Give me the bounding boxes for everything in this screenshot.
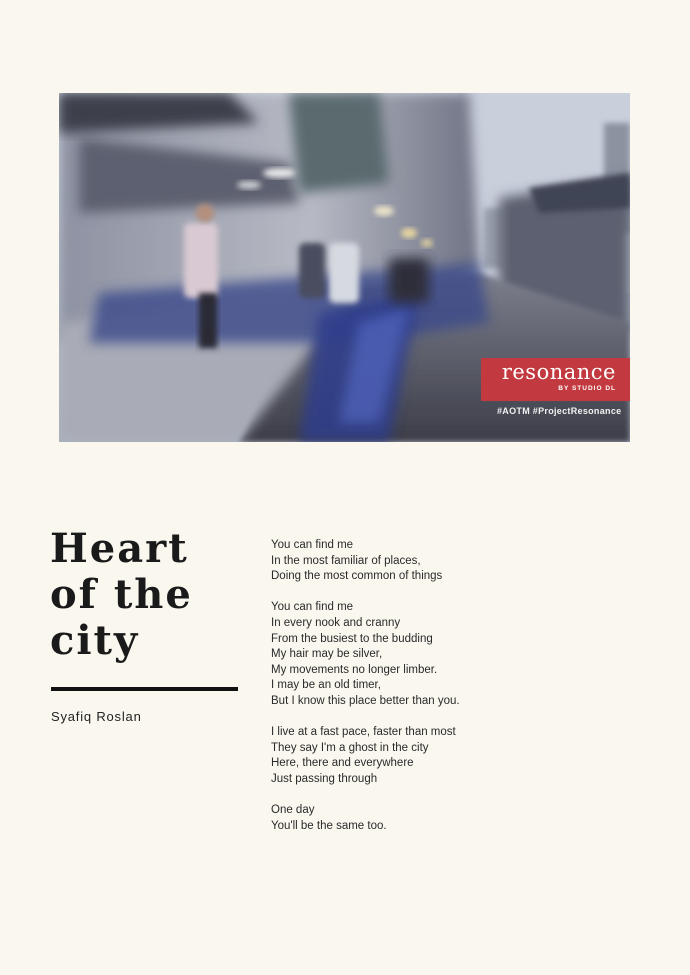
poem-line: From the busiest to the budding <box>271 632 433 645</box>
title-divider <box>51 687 238 691</box>
title-line: Heart <box>50 525 189 572</box>
poem-line: Just passing through <box>271 772 378 785</box>
stanza <box>271 803 571 834</box>
author-name: Syafiq Roslan <box>51 709 142 724</box>
poem-line: They say I'm a ghost in the city <box>271 741 429 754</box>
poem-line: You can find me <box>271 601 354 614</box>
brand-name: resonance <box>501 360 616 384</box>
poem-line: In the most familiar of places, <box>271 554 421 567</box>
title-line: of the <box>50 571 193 618</box>
poem-line: Here, there and everywhere <box>271 757 414 770</box>
poem-body <box>271 538 571 834</box>
poem-line: In every nook and cranny <box>271 616 401 629</box>
street-photo <box>59 93 630 442</box>
brand-subtitle: BY STUDIO DL <box>558 385 616 392</box>
poem-line: My hair may be silver, <box>271 648 383 661</box>
hashtags: #AOTM #ProjectResonance <box>497 406 622 416</box>
poem-line: I live at a fast pace, faster than most <box>271 726 456 739</box>
title-line: city <box>50 617 140 664</box>
poem-line: You can find me <box>271 539 354 551</box>
poem-line: I may be an old timer, <box>271 679 381 692</box>
poem-line: My movements no longer limber. <box>271 663 438 676</box>
brand-badge <box>481 358 630 401</box>
poem-line: Doing the most common of things <box>271 570 443 583</box>
poem-title <box>50 526 240 664</box>
stanza <box>271 725 571 787</box>
poem-line: One day <box>271 804 315 817</box>
poem-line: You'll be the same too. <box>271 819 387 832</box>
stanza <box>271 600 571 709</box>
poem-line: But I know this place better than you. <box>271 694 460 707</box>
stanza <box>271 538 571 585</box>
